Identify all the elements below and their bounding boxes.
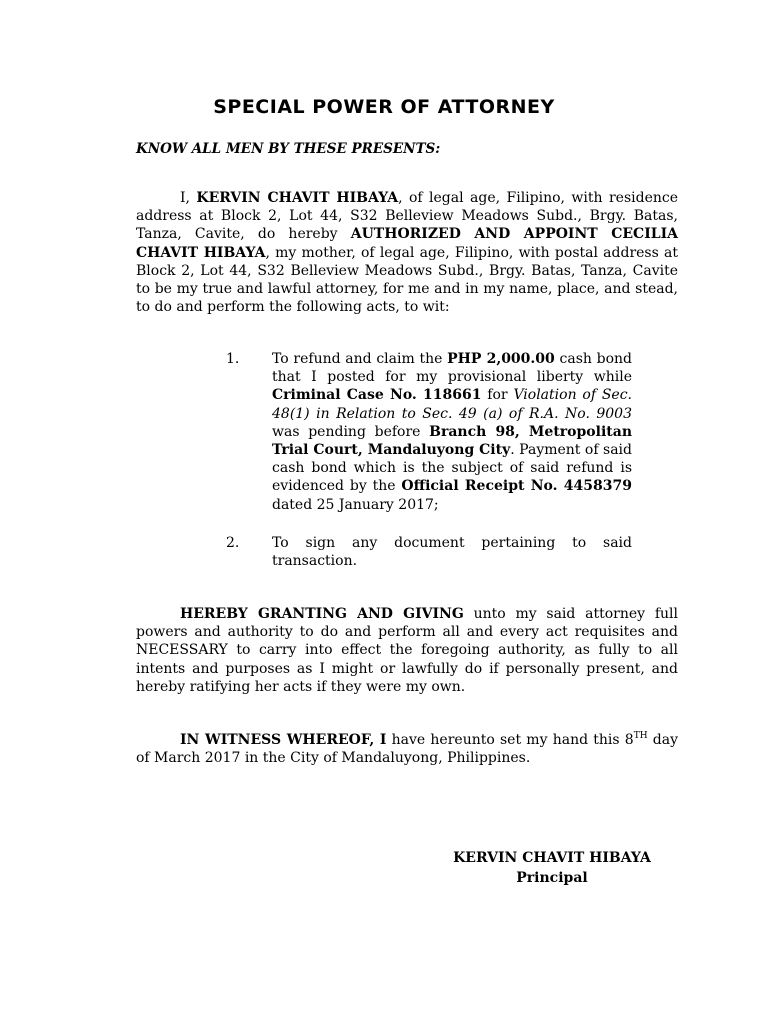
acts-list xyxy=(226,350,632,570)
witness-paragraph: IN WITNESS WHEREOF, I have hereunto set my hand this 8TH day of March 2017 in the City of Mandaluyong, Philippines. xyxy=(136,731,678,767)
receipt-number: Official Receipt No. 4458379 xyxy=(401,478,632,495)
signature-block xyxy=(428,848,676,888)
item-number: 1. xyxy=(226,351,240,367)
signatory-name: KERVIN CHAVIT HIBAYA xyxy=(453,850,651,866)
granting-paragraph: HEREBY GRANTING AND GIVING unto my said attorney full powers and authority to do and perform all and every act requisites and NECESSARY to carry into effect the foregoing authority, as fully to all intents and purposes as I might or lawfully do if personally present, and hereby ratifying her acts if they were my own. xyxy=(136,606,678,695)
signatory-role: Principal xyxy=(516,870,588,886)
ordinal-suffix: TH xyxy=(633,731,648,741)
appointment-clause: AUTHORIZED AND APPOINT CECILIA CHAVIT HIBAYA xyxy=(136,226,679,261)
violation-text: Violation of Sec. 48(1) in Relation to Sec. 49 (a) of R.A. No. 9003 xyxy=(272,387,632,422)
document-title: SPECIAL POWER OF ATTORNEY xyxy=(213,96,555,118)
intro-paragraph: I, KERVIN CHAVIT HIBAYA, of legal age, Filipino, with residence address at Block 2, Lot 44, S32 Belleview Meadows Subd., Brgy. Batas, Tanza, Cavite, do hereby AUTHORIZED AND APPOINT CECILIA CHAVIT HIBAYA, my mother, of legal age, Filipino, with postal address at Block 2, Lot 44, S32 Belleview Meadows Subd., Brgy. Batas, Tanza, Cavite to be my true and lawful attorney, for me and in my name, place, and stead, to do and perform the following acts, to wit: xyxy=(136,190,679,316)
court-name: Branch 98, Metropolitan Trial Court, Mandaluyong City xyxy=(272,423,632,459)
case-number: Criminal Case No. 118661 xyxy=(272,387,482,404)
item-number: 2. xyxy=(226,534,240,551)
item-text: To sign any document pertaining to said transaction. xyxy=(272,534,632,570)
list-item: 1. To refund and claim the PHP 2,000.00 cash bond that I posted for my provisional liberty while Criminal Case No. 118661 for Violation of Sec. 48(1) in Relation to Sec. 49 (a) of R.A. No. 9003 was pending before Branch 98, Metropolitan Trial Court, Mandaluyong City. Payment of said cash bond which is the subject of said refund is evidenced by the Official Receipt No. 4458379 dated 25 January 2017; xyxy=(226,351,632,513)
opening-phrase: KNOW ALL MEN BY THESE PRESENTS: xyxy=(136,141,441,157)
list-item xyxy=(226,534,632,570)
bond-amount: PHP 2,000.00 xyxy=(447,351,555,367)
principal-name: KERVIN CHAVIT HIBAYA xyxy=(196,190,399,206)
